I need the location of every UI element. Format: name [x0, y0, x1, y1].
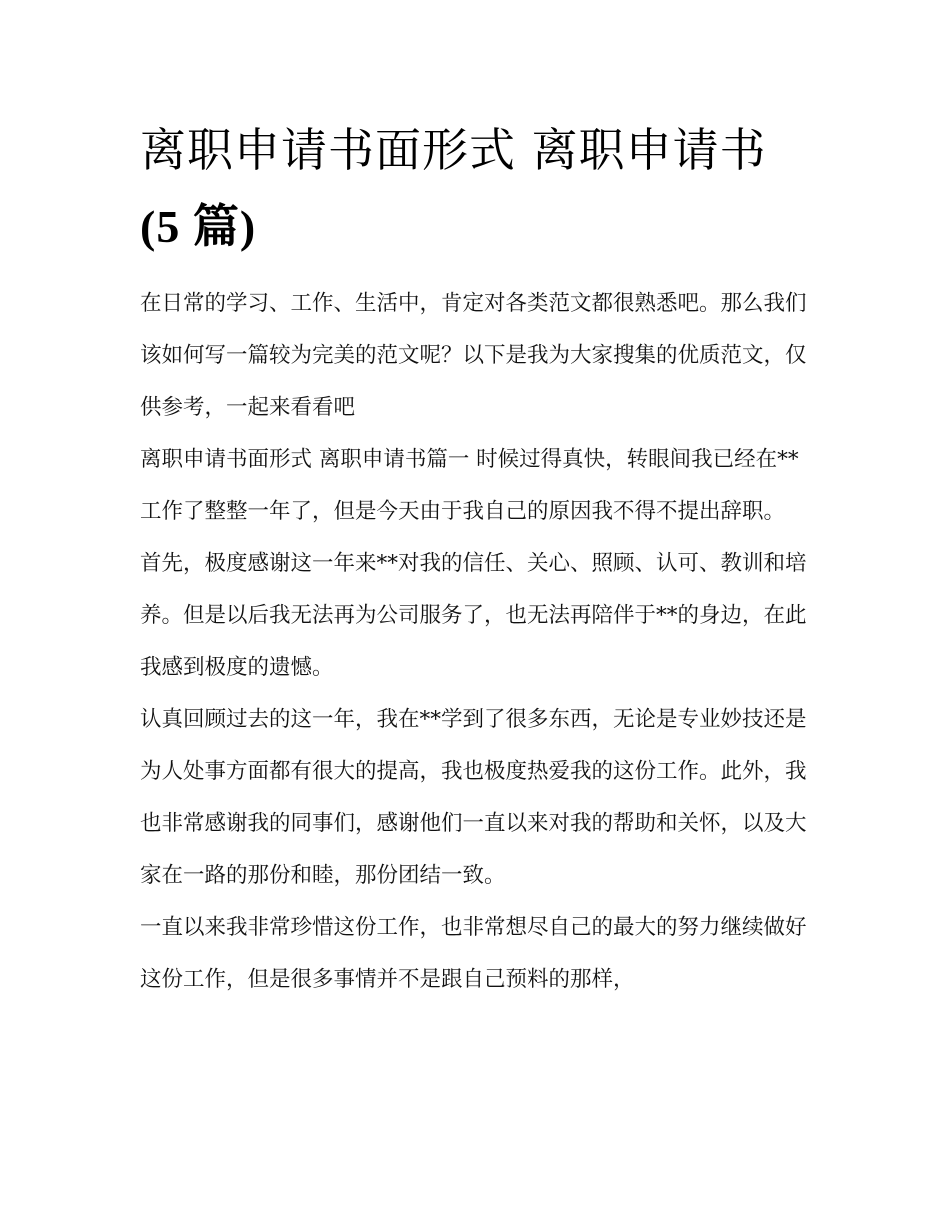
- paragraph-cherish: 一直以来我非常珍惜这份工作，也非常想尽自己的最大的努力继续做好这份工作，但是很多事情并不是跟自己预料的那样，: [140, 915, 807, 992]
- document-title-line1: 离职申请书面形式 离职申请书: [140, 123, 767, 177]
- paragraph-thanks: 首先，极度感谢这一年来**对我的信任、关心、照顾、认可、教训和培养。但是以后我无法再为公司服务了，也无法再陪伴于**的身边，在此我感到极度的遗憾。: [140, 551, 807, 680]
- paragraph-article-one-opening: 离职申请书面形式 离职申请书篇一 时候过得真快，转眼间我已经在**工作了整整一年了，但是今天由于我自己的原因我不得不提出辞职。: [140, 447, 799, 524]
- document-title: [140, 112, 820, 265]
- paragraph-intro: 在日常的学习、工作、生活中，肯定对各类范文都很熟悉吧。那么我们该如何写一篇较为完美的范文呢？以下是我为大家搜集的优质范文，仅供参考，一起来看看吧: [140, 291, 807, 420]
- paragraph-review: 认真回顾过去的这一年，我在**学到了很多东西，无论是专业妙技还是为人处事方面都有很大的提高，我也极度热爱我的这份工作。此外，我也非常感谢我的同事们，感谢他们一直以来对我的帮助和关怀，以及大家在一路的那份和睦，那份团结一致。: [140, 707, 807, 888]
- document-title-line2: (5 篇): [140, 201, 257, 252]
- document-body: [140, 278, 820, 1006]
